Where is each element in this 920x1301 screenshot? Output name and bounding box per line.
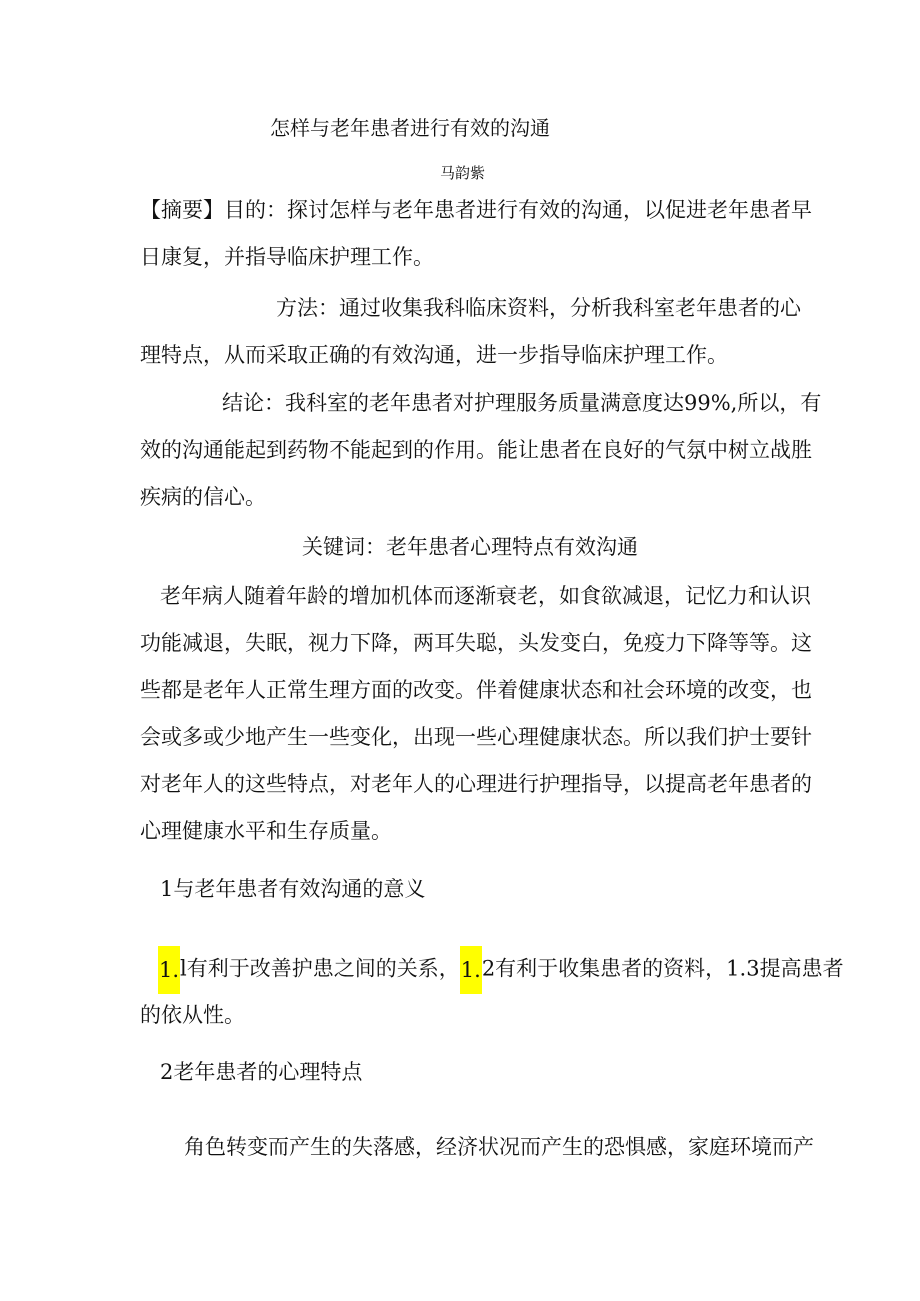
conclusion-line-1: 结论：我科室的老年患者对护理服务质量满意度达99%,所以，有 xyxy=(222,391,822,415)
conclusion-line-2: 效的沟通能起到药物不能起到的作用。能让患者在良好的气氛中树立战胜 xyxy=(140,438,812,462)
highlighted-text: 1. xyxy=(158,946,180,994)
intro-line-4: 会或多或少地产生一些变化，出现一些心理健康状态。所以我们护士要针 xyxy=(140,725,812,749)
keywords: 关键词：老年患者心理特点有效沟通 xyxy=(302,535,638,559)
intro-line-5: 对老年人的这些特点，对老年人的心理进行护理指导，以提高老年患者的 xyxy=(140,772,812,796)
section-1-line-2: 的依从性。 xyxy=(140,1003,245,1027)
intro-line-2: 功能减退，失眠，视力下降，两耳失聪，头发变白，免疫力下降等等。这 xyxy=(140,631,812,655)
document-title: 怎样与老年患者进行有效的沟通 xyxy=(270,116,550,140)
section-2-heading: 2老年患者的心理特点 xyxy=(160,1060,363,1084)
method-line-1: 方法：通过收集我科临床资料，分析我科室老年患者的心 xyxy=(276,296,801,320)
method-line-2: 理特点，从而采取正确的有效沟通，进一步指导临床护理工作。 xyxy=(140,343,728,367)
intro-line-6: 心理健康水平和生存质量。 xyxy=(140,819,392,843)
document-author: 马韵紫 xyxy=(440,164,486,182)
abstract-line-1: 【摘要】目的：探讨怎样与老年患者进行有效的沟通，以促进老年患者早 xyxy=(140,198,812,222)
section-2-line-1: 角色转变而产生的失落感，经济状况而产生的恐惧感，家庭环境而产 xyxy=(184,1135,814,1159)
section-1-line-1 xyxy=(158,946,844,994)
intro-line-1: 老年病人随着年龄的增加机体而逐渐衰老，如食欲减退，记忆力和认识 xyxy=(160,584,811,608)
highlighted-text: 1. xyxy=(460,946,482,994)
conclusion-line-3: 疾病的信心。 xyxy=(140,485,266,509)
section-1-text-2: 2有利于收集患者的资料，1.3提高患者 xyxy=(481,956,844,981)
section-1-heading: 1与老年患者有效沟通的意义 xyxy=(160,877,426,901)
intro-line-3: 些都是老年人正常生理方面的改变。伴着健康状态和社会环境的改变，也 xyxy=(140,678,812,702)
section-1-text-1: l有利于改善护患之间的关系， xyxy=(180,956,460,981)
abstract-line-2: 日康复，并指导临床护理工作。 xyxy=(140,245,434,269)
